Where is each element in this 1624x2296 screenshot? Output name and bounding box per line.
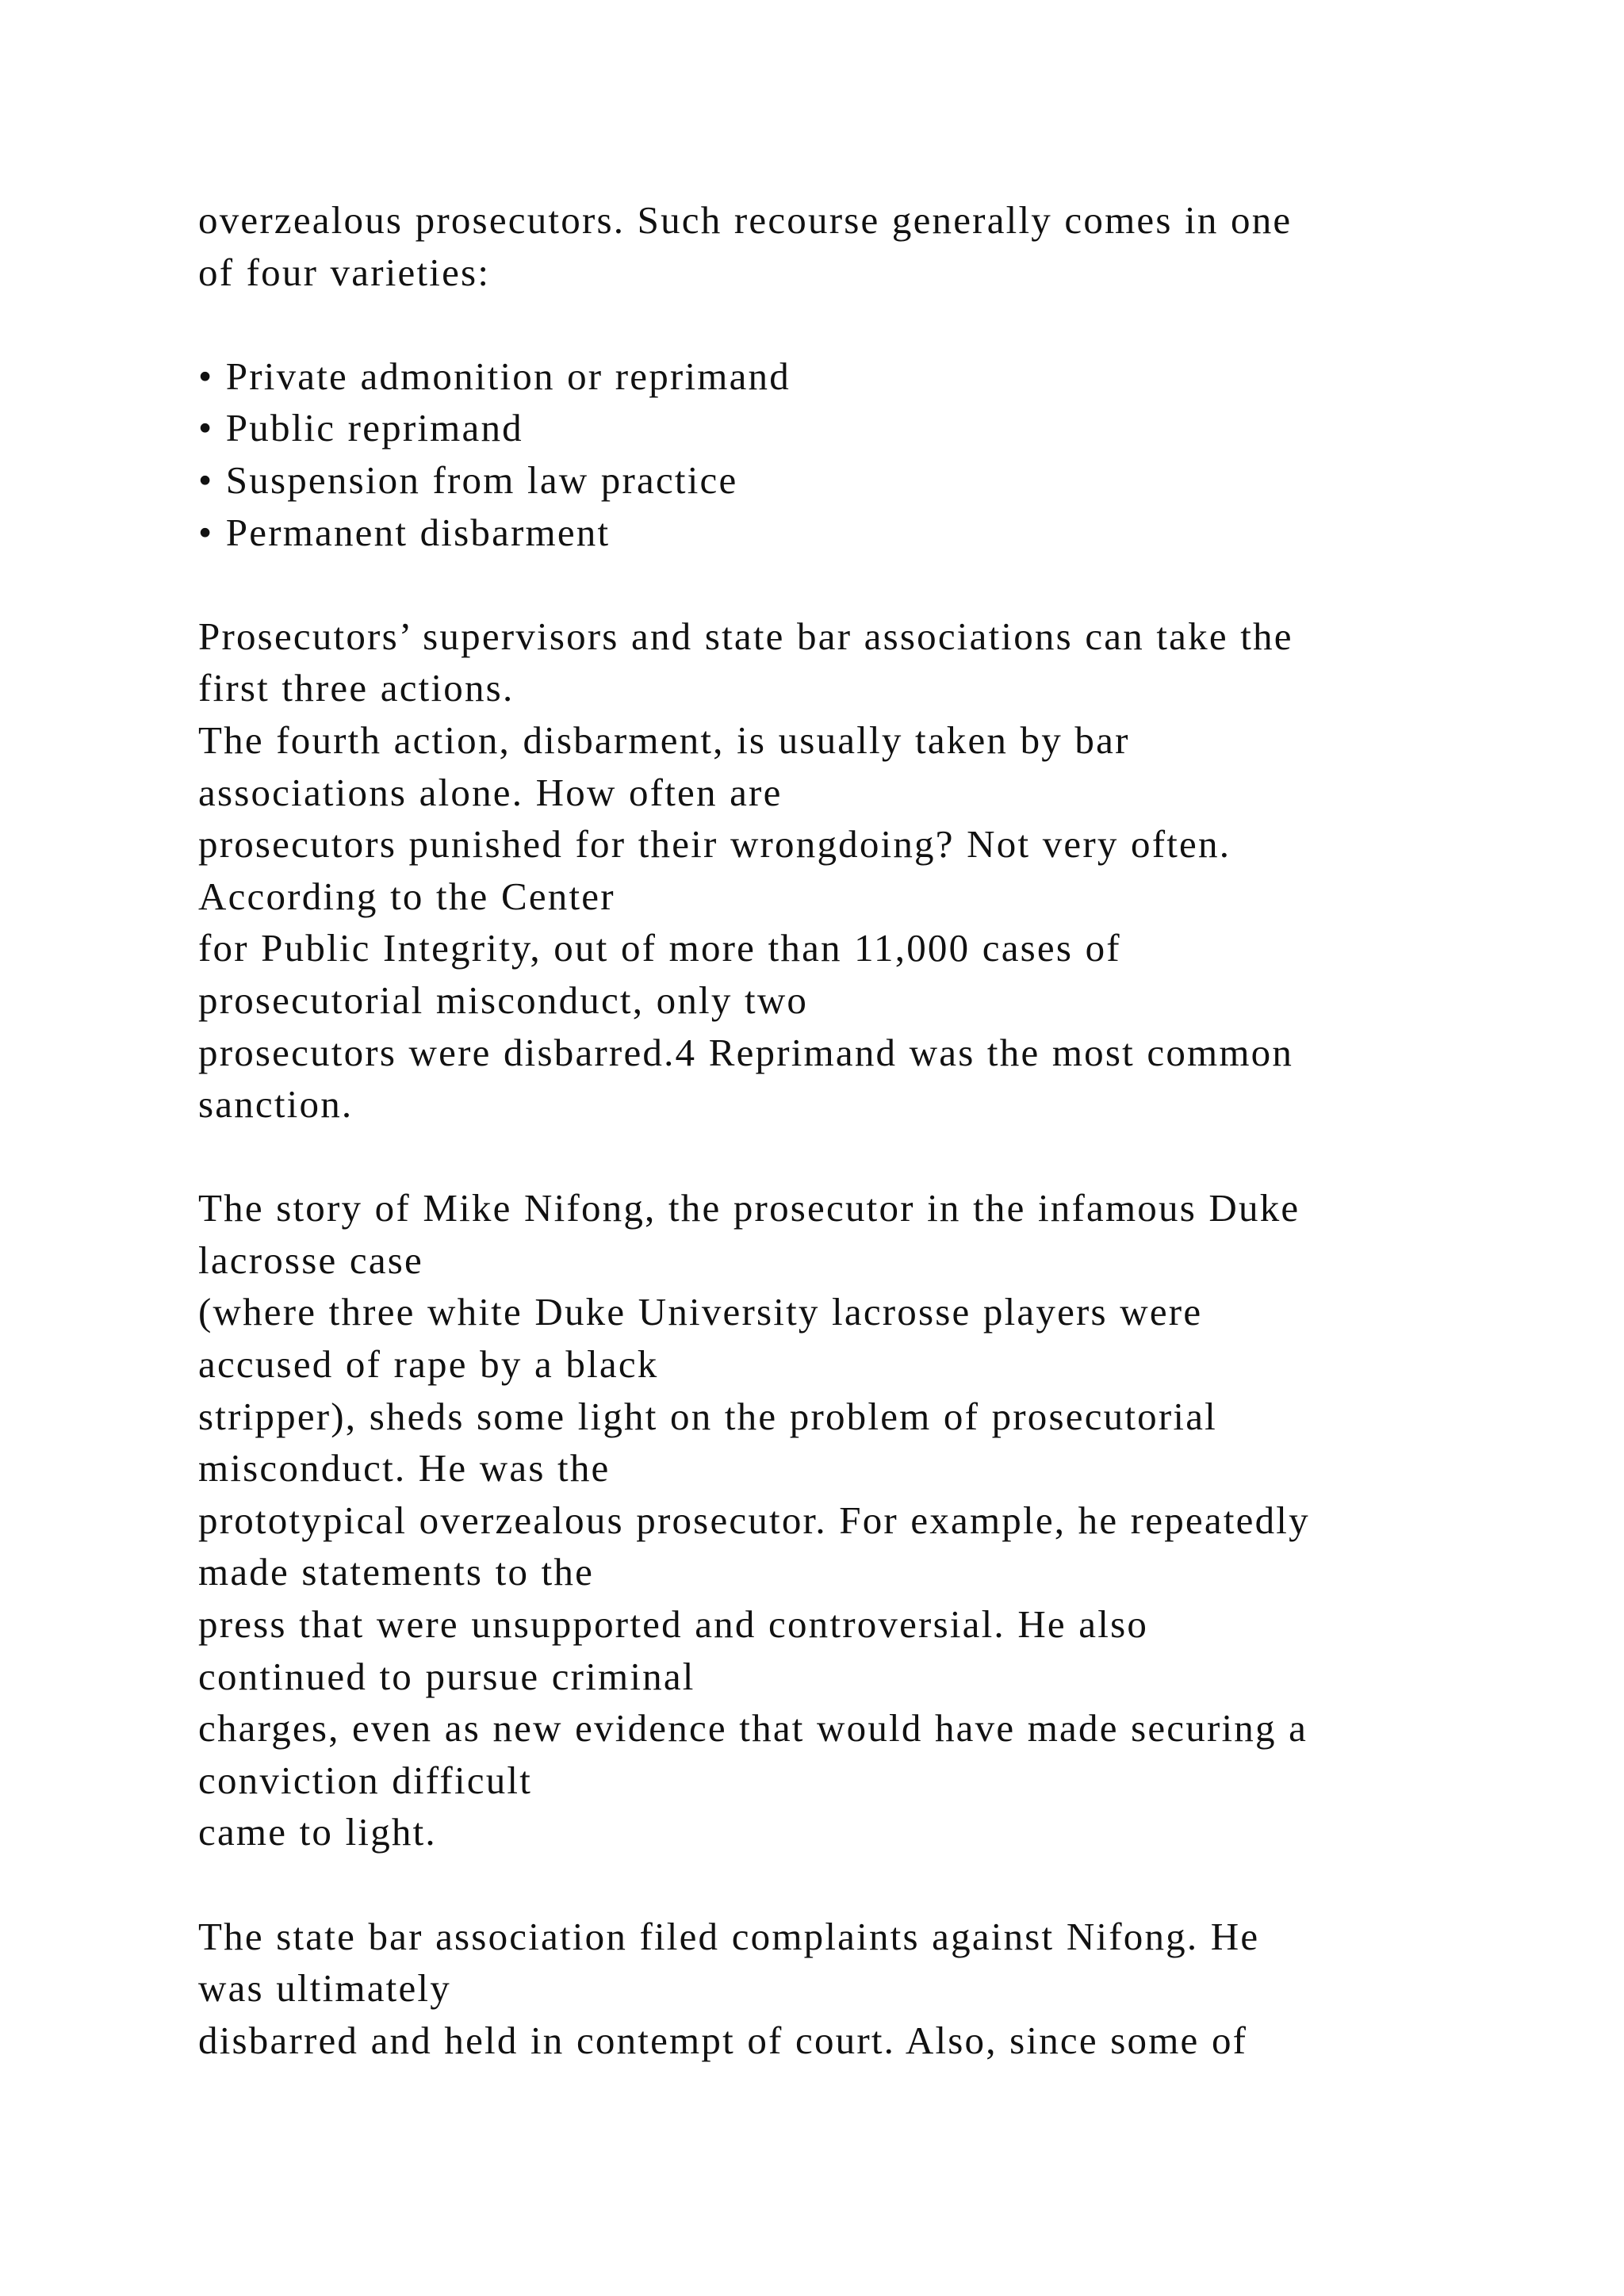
text-line: made statements to the — [198, 1550, 595, 1594]
text-line: conviction difficult — [198, 1758, 533, 1802]
text-line: prosecutors punished for their wrongdoing? Not very often. — [198, 822, 1231, 867]
text-line: was ultimately — [198, 1966, 451, 2011]
text-line: (where three white Duke University lacrosse players were — [198, 1290, 1203, 1334]
text-line: The story of Mike Nifong, the prosecutor in the infamous Duke — [198, 1186, 1300, 1230]
text-line: sanction. — [198, 1082, 354, 1127]
text-line: The state bar association filed complaints against Nifong. He — [198, 1914, 1260, 1958]
text-line: disbarred and held in contempt of court. Also, since some of — [198, 2018, 1248, 2062]
paragraph-gap — [198, 1131, 1546, 1183]
paragraph-nifong-story — [198, 1182, 1546, 1858]
text-line: accused of rape by a black — [198, 1342, 659, 1387]
paragraph-gap — [198, 298, 1546, 350]
text-line: According to the Center — [198, 874, 615, 918]
sanctions-list — [198, 350, 1546, 558]
text-line: came to light. — [198, 1810, 437, 1854]
text-line: first three actions. — [198, 666, 515, 710]
paragraph-recourse — [198, 194, 1546, 298]
list-item: • Suspension from law practice — [198, 457, 738, 502]
text-line: for Public Integrity, out of more than 11,000 cases of — [198, 926, 1121, 970]
text-line: press that were unsupported and controversial. He also — [198, 1602, 1149, 1647]
paragraph-gap — [198, 558, 1546, 610]
text-line: misconduct. He was the — [198, 1446, 611, 1490]
text-line: Prosecutors’ supervisors and state bar associations can take the — [198, 614, 1293, 658]
text-line: prototypical overzealous prosecutor. For example, he repeatedly — [198, 1498, 1310, 1542]
text-line: overzealous prosecutors. Such recourse generally comes in one — [198, 198, 1293, 242]
text-line: associations alone. How often are — [198, 770, 783, 814]
text-line: The fourth action, disbarment, is usually taken by bar — [198, 718, 1130, 762]
document-body — [198, 194, 1546, 2066]
list-item: • Permanent disbarment — [198, 510, 611, 554]
text-line: lacrosse case — [198, 1238, 423, 1282]
list-item: • Private admonition or reprimand — [198, 354, 791, 398]
text-line: charges, even as new evidence that would have made securing a — [198, 1706, 1308, 1751]
paragraph-actions — [198, 610, 1546, 1131]
text-line: continued to pursue criminal — [198, 1654, 695, 1698]
text-line: of four varieties: — [198, 250, 491, 294]
list-item: • Public reprimand — [198, 406, 523, 450]
text-line: prosecutors were disbarred.4 Reprimand was the most common — [198, 1030, 1294, 1074]
text-line: stripper), sheds some light on the problem of prosecutorial — [198, 1394, 1217, 1438]
text-line: prosecutorial misconduct, only two — [198, 978, 809, 1022]
paragraph-gap — [198, 1858, 1546, 1911]
paragraph-bar-complaints — [198, 1911, 1546, 2067]
